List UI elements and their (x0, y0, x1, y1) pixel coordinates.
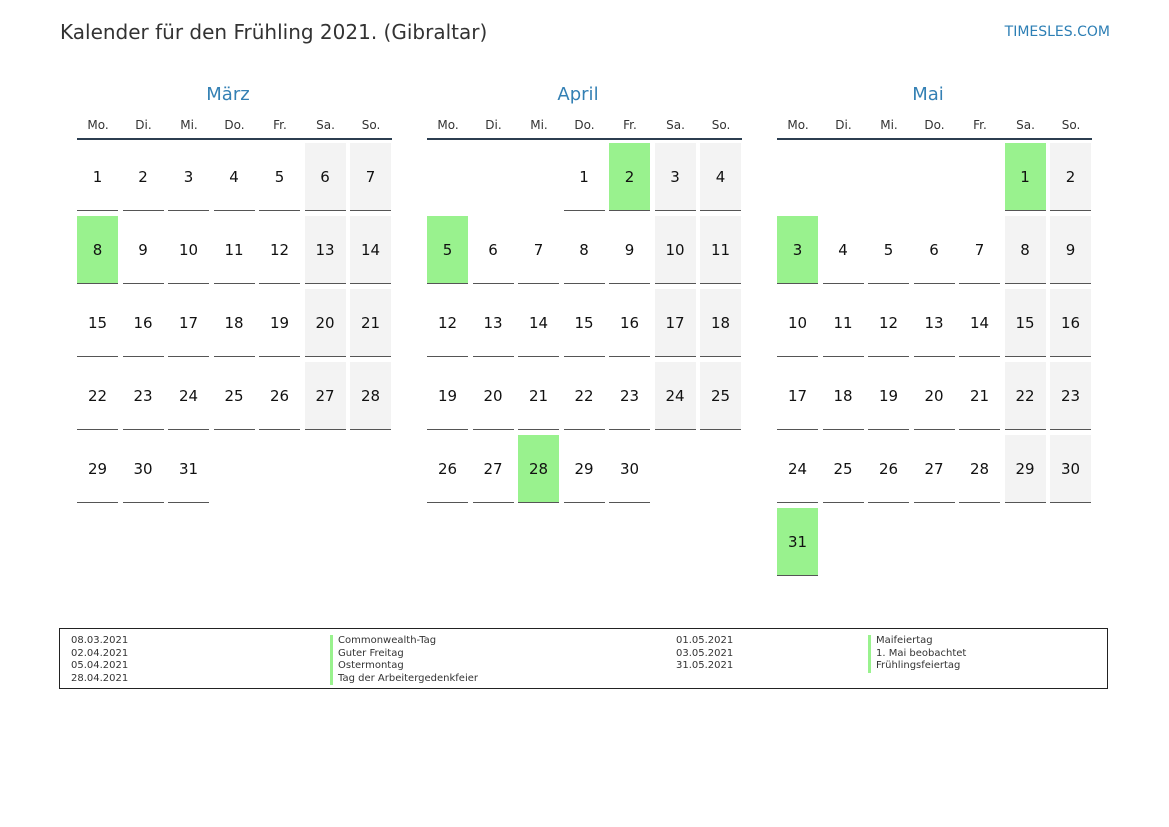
month-title: Mai (912, 84, 944, 105)
day-cell: 26 (259, 362, 300, 430)
weekday-label: Do. (224, 118, 245, 132)
day-cell: 29 (564, 435, 605, 503)
day-cell: 15 (77, 289, 118, 357)
weekday-label: Do. (574, 118, 595, 132)
day-cell: 9 (123, 216, 164, 284)
holiday-day-cell: 1 (1005, 143, 1046, 211)
day-cell: 14 (959, 289, 1000, 357)
month-april (410, 82, 731, 508)
month-title: April (557, 84, 599, 105)
day-cell: 14 (518, 289, 559, 357)
day-cell: 21 (518, 362, 559, 430)
day-cell: 17 (168, 289, 209, 357)
weekday-label: Mi. (180, 118, 198, 132)
day-cell: 23 (1050, 362, 1091, 430)
legend-dates-left (71, 635, 128, 685)
day-cell: 10 (655, 216, 696, 284)
day-cell: 28 (350, 362, 391, 430)
day-cell: 16 (123, 289, 164, 357)
day-cell: 13 (473, 289, 514, 357)
day-cell: 25 (214, 362, 255, 430)
day-cell: 2 (123, 143, 164, 211)
day-cell: 16 (609, 289, 650, 357)
month-days (777, 143, 1092, 581)
day-cell: 16 (1050, 289, 1091, 357)
legend-date: 31.05.2021 (676, 660, 734, 671)
month-days (77, 143, 392, 508)
day-cell: 23 (609, 362, 650, 430)
day-cell: 17 (655, 289, 696, 357)
legend-dates-right (676, 635, 733, 673)
legend-holiday-name: Guter Freitag (330, 648, 478, 661)
weekday-header (77, 112, 392, 140)
day-cell: 24 (168, 362, 209, 430)
weekday-label: Mi. (880, 118, 898, 132)
day-cell: 26 (868, 435, 909, 503)
day-cell: 14 (350, 216, 391, 284)
weekday-label: Di. (135, 118, 152, 132)
day-cell: 1 (564, 143, 605, 211)
day-cell: 20 (473, 362, 514, 430)
day-cell: 12 (868, 289, 909, 357)
day-cell: 12 (259, 216, 300, 284)
legend-holiday-name: 1. Mai beobachtet (868, 648, 966, 661)
holiday-day-cell: 28 (518, 435, 559, 503)
day-cell: 7 (350, 143, 391, 211)
day-cell: 10 (168, 216, 209, 284)
legend-date: 05.04.2021 (71, 660, 129, 671)
day-cell: 22 (1005, 362, 1046, 430)
weekday-label: Mo. (787, 118, 809, 132)
weekday-label: Sa. (1016, 118, 1035, 132)
day-cell: 27 (305, 362, 346, 430)
weekday-label: So. (1061, 118, 1081, 132)
legend-holiday-name: Commonwealth-Tag (330, 635, 478, 648)
legend-date: 02.04.2021 (71, 647, 129, 659)
weekday-label: So. (361, 118, 381, 132)
legend-names-left (330, 635, 478, 685)
weekday-label: Mi. (530, 118, 548, 132)
month-title: März (206, 84, 250, 105)
holiday-day-cell: 5 (427, 216, 468, 284)
day-cell: 25 (700, 362, 741, 430)
day-cell: 11 (823, 289, 864, 357)
legend-date: 08.03.2021 (71, 635, 129, 646)
day-cell: 6 (305, 143, 346, 211)
day-cell: 18 (823, 362, 864, 430)
day-cell: 1 (77, 143, 118, 211)
day-cell: 7 (959, 216, 1000, 284)
weekday-label: Fr. (973, 118, 987, 132)
holiday-day-cell: 2 (609, 143, 650, 211)
day-cell: 23 (123, 362, 164, 430)
day-cell: 25 (823, 435, 864, 503)
day-cell: 13 (305, 216, 346, 284)
day-cell: 19 (259, 289, 300, 357)
day-cell: 15 (1005, 289, 1046, 357)
day-cell: 8 (564, 216, 605, 284)
day-cell: 12 (427, 289, 468, 357)
holiday-legend (59, 628, 1108, 689)
weekday-label: Di. (835, 118, 852, 132)
day-cell: 6 (914, 216, 955, 284)
day-cell: 21 (959, 362, 1000, 430)
holiday-day-cell: 8 (77, 216, 118, 284)
day-cell: 3 (655, 143, 696, 211)
day-cell: 19 (868, 362, 909, 430)
day-cell: 5 (259, 143, 300, 211)
day-cell: 20 (914, 362, 955, 430)
weekday-label: Fr. (623, 118, 637, 132)
day-cell: 19 (427, 362, 468, 430)
day-cell: 4 (823, 216, 864, 284)
day-cell: 18 (700, 289, 741, 357)
weekday-label: Fr. (273, 118, 287, 132)
day-cell: 4 (214, 143, 255, 211)
legend-holiday-name: Tag der Arbeitergedenkfeier (330, 673, 478, 686)
day-cell: 22 (77, 362, 118, 430)
weekday-label: Mo. (87, 118, 109, 132)
day-cell: 9 (1050, 216, 1091, 284)
day-cell: 4 (700, 143, 741, 211)
legend-date: 28.04.2021 (71, 672, 129, 684)
day-cell: 27 (473, 435, 514, 503)
day-cell: 28 (959, 435, 1000, 503)
day-cell: 24 (777, 435, 818, 503)
month-days (427, 143, 742, 508)
day-cell: 29 (1005, 435, 1046, 503)
day-cell: 6 (473, 216, 514, 284)
day-cell: 11 (700, 216, 741, 284)
month-march (60, 82, 381, 508)
day-cell: 30 (1050, 435, 1091, 503)
day-cell: 13 (914, 289, 955, 357)
day-cell: 31 (168, 435, 209, 503)
weekday-label: Sa. (666, 118, 685, 132)
holiday-day-cell: 31 (777, 508, 818, 576)
legend-date: 01.05.2021 (676, 635, 734, 646)
day-cell: 20 (305, 289, 346, 357)
page-title: Kalender für den Frühling 2021. (Gibraltar) (60, 20, 488, 44)
weekday-label: Di. (485, 118, 502, 132)
legend-holiday-name: Frühlingsfeiertag (868, 660, 966, 673)
day-cell: 7 (518, 216, 559, 284)
day-cell: 26 (427, 435, 468, 503)
day-cell: 29 (77, 435, 118, 503)
day-cell: 30 (609, 435, 650, 503)
day-cell: 10 (777, 289, 818, 357)
day-cell: 24 (655, 362, 696, 430)
holiday-day-cell: 3 (777, 216, 818, 284)
legend-names-right (868, 635, 966, 673)
weekday-header (777, 112, 1092, 140)
day-cell: 8 (1005, 216, 1046, 284)
weekday-label: Mo. (437, 118, 459, 132)
brand-link[interactable]: TIMESLES.COM (1004, 24, 1110, 40)
day-cell: 22 (564, 362, 605, 430)
day-cell: 30 (123, 435, 164, 503)
day-cell: 18 (214, 289, 255, 357)
day-cell: 17 (777, 362, 818, 430)
day-cell: 9 (609, 216, 650, 284)
legend-holiday-name: Ostermontag (330, 660, 478, 673)
weekday-label: So. (711, 118, 731, 132)
day-cell: 21 (350, 289, 391, 357)
month-may (760, 82, 1081, 581)
weekday-header (427, 112, 742, 140)
day-cell: 2 (1050, 143, 1091, 211)
day-cell: 11 (214, 216, 255, 284)
day-cell: 27 (914, 435, 955, 503)
weekday-label: Do. (924, 118, 945, 132)
day-cell: 5 (868, 216, 909, 284)
day-cell: 15 (564, 289, 605, 357)
weekday-label: Sa. (316, 118, 335, 132)
legend-holiday-name: Maifeiertag (868, 635, 966, 648)
day-cell: 3 (168, 143, 209, 211)
legend-date: 03.05.2021 (676, 647, 734, 659)
